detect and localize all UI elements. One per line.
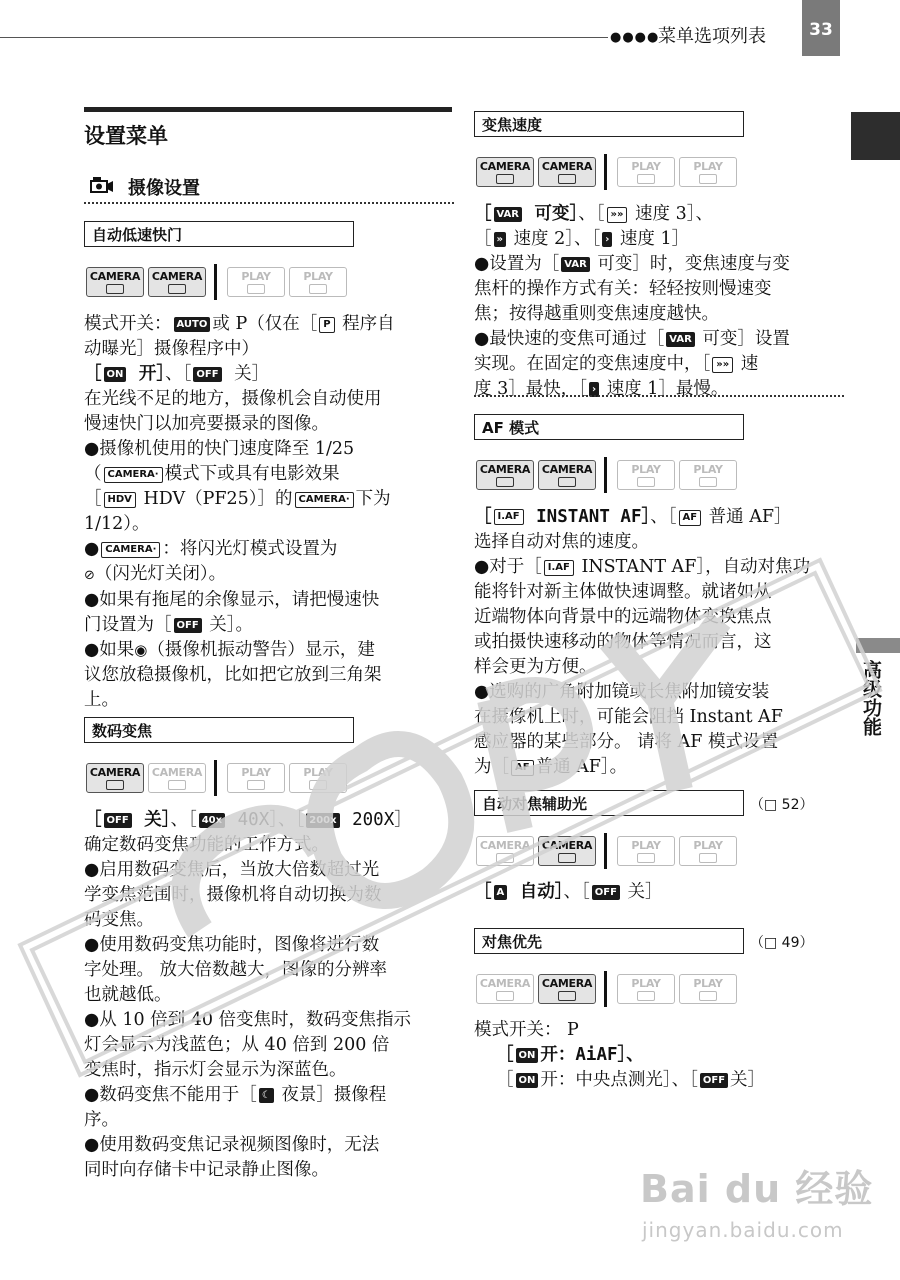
slow-shutter-body: 模式开关： AUTO 或 P（仅在［ P 程序自 动曝光］摄像程序中） ［ ON 开］、［ OFF 关］ 在光线不足的地方，摄像机会自动使用 慢速快门以加亮要摄录的图像。 ●摄像机使用的快门速度降至 1/25 （ CAMERA· 模式下或具有电影效果 ［ HDV HDV（PF25）］的 CAMERA· 下为 1/12）。 ● CAMERA· ：将闪光灯模式设置为 ⊘（闪光灯关闭）。 ●如果有拖尾的余像显示，请把慢速快 门设置为［ OFF 关］。 ●如果◉（摄像机振动警告）显示，建 议您放稳摄像机，比如把它放到三角架 上。: [84, 312, 456, 713]
card-icon: [558, 174, 576, 184]
page-reference: （□ 49）: [750, 935, 814, 951]
text: 或 P（仅在［: [212, 314, 318, 334]
variable-icon: VAR: [666, 332, 695, 347]
text: 议您放稳摄像机，比如把它放到三角架: [84, 665, 382, 685]
page-reference: （□ 52）: [750, 797, 814, 813]
normal-af-icon: AF: [679, 510, 702, 526]
text: 上。: [84, 690, 119, 710]
mode-row-zoom-speed: [476, 154, 741, 190]
text: 、［: [650, 507, 677, 527]
card-icon: [168, 284, 186, 294]
mode-camera-tape: [86, 763, 144, 793]
digital-zoom-body: ［ OFF 关］、［ 40x 40X］、［ 200x 200X］ 确定数码变焦功能的工作方式。 ●启用数码变焦后，当放大倍数超过光 学变焦范围时，摄像机将自动切换为数 码变焦。 ●使用数码变焦功能时，图像将进行数 字处理。 放大倍数越大，图像的分辨率 也就越低。 ●从 10 倍到 40 倍变焦时，数码变焦指示 灯会显示为浅蓝色；从 40 倍到 200 倍 变焦时，指示灯会显示为深蓝色。 ●数码变焦不能用于［ ☾ 夜景］摄像程 序。 ●使用数码变焦记录视频图像时，无法 同时向存储卡中记录静止图像。: [84, 808, 456, 1183]
hdv-icon: HDV: [104, 492, 136, 508]
heading-af-mode: AF 模式: [474, 414, 744, 440]
text: 1/12）。: [84, 514, 150, 534]
text: ●摄像机使用的快门速度降至 1/25: [84, 439, 355, 459]
mode-separator: [604, 833, 607, 869]
text: 在光线不足的地方，摄像机会自动使用: [84, 389, 382, 409]
camera-settings-icon: [90, 176, 114, 194]
speed3-icon: »»: [607, 207, 628, 223]
card-icon: [558, 991, 576, 1001]
mode-switch-text: 模式开关： P: [474, 1020, 579, 1040]
af-assist-body: ［ A 自动］、［ OFF 关］: [474, 882, 663, 902]
section-title: 设置菜单: [84, 124, 168, 148]
option-on-aiaf: 开：AiAF］、: [540, 1045, 644, 1065]
mode-camera-label: CAMERA: [541, 462, 593, 476]
text: 灯会显示为浅蓝色；从 40 倍到 200 倍: [84, 1035, 390, 1055]
section-dotted-rule: [84, 202, 454, 204]
camera-card-icon: CAMERA·: [104, 467, 163, 483]
text: 字处理。 放大倍数越大，图像的分辨率: [84, 960, 388, 980]
mode-play-label: PLAY: [631, 976, 661, 990]
text: ●对于［: [474, 557, 542, 577]
mode-row-digital-zoom: [86, 760, 351, 796]
mode-camera-label: CAMERA: [541, 976, 593, 990]
camera-tape-icon: CAMERA·: [295, 492, 354, 508]
mode-play-tape: [227, 763, 285, 793]
text: 动曝光］摄像程序中）: [84, 339, 259, 359]
text: 焦杆的操作方式有关：轻轻按则慢速变: [474, 279, 772, 299]
text: 程序自: [336, 314, 395, 334]
mode-camera-tape: [476, 157, 534, 187]
mode-play-label: PLAY: [693, 159, 723, 173]
flash-off-icon: ⊘: [84, 568, 95, 583]
tape-icon: [247, 780, 265, 790]
text: （闪光灯关闭）。: [94, 564, 227, 584]
mode-camera-label: CAMERA: [479, 159, 531, 173]
night-scene-icon: ☾: [259, 1088, 274, 1103]
text: 、［: [165, 364, 192, 384]
card-icon: [558, 853, 576, 863]
option-normal-af: 普通 AF］: [703, 507, 792, 527]
tape-icon: [496, 174, 514, 184]
text: 关］。: [203, 615, 253, 635]
off-icon: OFF: [700, 1073, 728, 1088]
text: 在摄像机上时，可能会阻挡 Instant AF: [474, 707, 783, 727]
speed1-icon: ›: [602, 232, 612, 247]
heading-af-assist: 自动对焦辅助光: [474, 790, 744, 816]
mode-play-card: [289, 267, 347, 297]
variable-icon: VAR: [561, 257, 590, 272]
option-instant-af: INSTANT AF］: [525, 507, 651, 527]
mode-camera-label: CAMERA: [89, 765, 141, 779]
mode-row-focus-priority: [476, 971, 741, 1007]
mode-camera-label: CAMERA: [541, 838, 593, 852]
mode-camera-label: CAMERA: [479, 838, 531, 852]
option-speed3: 速度 3］、: [629, 204, 713, 224]
text: 选择自动对焦的速度。: [474, 532, 649, 552]
mode-play-label: PLAY: [693, 462, 723, 476]
mode-separator: [604, 154, 607, 190]
normal-af-icon: AF: [511, 760, 534, 776]
option-200x: 200X］: [341, 810, 412, 830]
section-subtitle: 摄像设置: [128, 178, 200, 199]
tape-icon: [637, 991, 655, 1001]
tape-icon: [496, 991, 514, 1001]
mode-row-slow-shutter: [86, 264, 351, 300]
option-variable: 可变］: [524, 204, 579, 224]
card-icon: [699, 991, 717, 1001]
text: 焦；按得越重则变焦速度越快。: [474, 304, 719, 324]
text: 下为: [355, 489, 391, 509]
text: ［: [84, 489, 102, 509]
text: 确定数码变焦功能的工作方式。: [84, 835, 329, 855]
card-icon: [699, 174, 717, 184]
option-on: 开］: [128, 364, 166, 384]
text: ：将闪光灯模式设置为: [162, 539, 338, 559]
mode-play-card: [679, 974, 737, 1004]
option-off: 关］: [223, 364, 270, 384]
card-icon: [558, 477, 576, 487]
mode-play-label: PLAY: [631, 462, 661, 476]
option-40x: 40X］: [227, 810, 278, 830]
af-mode-body: ［ I.AF INSTANT AF］、［ AF 普通 AF］ 选择自动对焦的速度。 ●对于［ I.AF INSTANT AF］，自动对焦功 能将针对新主体做快速调整。就诸如从 近端物体向背景中的远端物体变换焦点 或拍摄快速移动的物体等情况而言，这 样会更为方便。 ●选购的广角附加镜或长焦附加镜安装 在摄像机上时，可能会阻挡 Instant AF 感应器的某些部分。 请将 AF 模式设置 为［ AF 普通 AF］。: [474, 505, 846, 780]
mode-camera-card: [538, 974, 596, 1004]
header-title: 菜单选项列表: [658, 26, 766, 47]
mode-play-label: PLAY: [303, 765, 333, 779]
tape-icon: [637, 853, 655, 863]
text: ●从 10 倍到 40 倍变焦时，数码变焦指示: [84, 1010, 412, 1030]
mode-play-card: [679, 460, 737, 490]
off-icon: OFF: [193, 367, 221, 382]
text: 实现。在固定的变焦速度中，［: [474, 354, 711, 374]
speed2-icon: »: [494, 232, 506, 247]
text: ●启用数码变焦后，当放大倍数超过光: [84, 860, 380, 880]
text: 变焦时，指示灯会显示为深蓝色。: [84, 1060, 347, 1080]
text: 、［: [278, 810, 305, 830]
text: 普通 AF］。: [535, 757, 628, 777]
tape-icon: [496, 477, 514, 487]
section-bar: [84, 107, 452, 112]
instant-af-icon: I.AF: [544, 560, 574, 576]
text: ［: [496, 1070, 514, 1090]
mode-play-card: [289, 763, 347, 793]
mode-camera-card: [148, 267, 206, 297]
text: 近端物体向背景中的远端物体变换焦点: [474, 607, 772, 627]
text: ●选购的广角附加镜或长焦附加镜安装: [474, 682, 770, 702]
option-off: 关］: [730, 1070, 766, 1090]
tape-icon: [496, 853, 514, 863]
mode-play-card: [679, 836, 737, 866]
text: 为［: [474, 757, 509, 777]
text: ［: [496, 1045, 514, 1065]
mode-camera-label: CAMERA: [479, 976, 531, 990]
chapter-tab-black: [851, 112, 900, 160]
mode-camera-label: CAMERA: [479, 462, 531, 476]
tape-icon: [247, 284, 265, 294]
zoom-speed-dotted-rule: [474, 395, 844, 397]
text: 也就越低。: [84, 985, 172, 1005]
program-ae-icon: P: [319, 317, 334, 333]
tape-icon: [637, 477, 655, 487]
camera-shake-icon: ◉: [134, 641, 148, 659]
mode-separator: [214, 264, 217, 300]
off-icon: OFF: [104, 813, 132, 828]
baidu-watermark: [640, 1158, 874, 1242]
auto-a-icon: A: [494, 885, 508, 900]
mode-camera-tape: [476, 974, 534, 1004]
mode-play-tape: [617, 460, 675, 490]
zoom-200x-icon: 200x: [306, 813, 339, 828]
text: 序。: [84, 1110, 119, 1130]
text: 学变焦范围时，摄像机将自动切换为数: [84, 885, 382, 905]
option-auto: 自动］: [509, 882, 564, 902]
zoom-speed-body: ［ VAR 可变］、［ »» 速度 3］、 ［ » 速度 2］、［ › 速度 1］ ●设置为［ VAR 可变］时，变焦速度与变 焦杆的操作方式有关：轻轻按则慢速变 焦；按得越重则变焦速度越快。 ●最快速的变焦可通过［ VAR 可变］设置 实现。在固定的变焦速度中，［ »» 速 度 3］最快，［ › 速度 1］最慢。: [474, 202, 846, 402]
heading-focus-priority: 对焦优先: [474, 928, 744, 954]
heading-zoom-speed: 变焦速度: [474, 111, 744, 137]
text: 、［: [170, 810, 197, 830]
mode-play-tape: [617, 974, 675, 1004]
on-icon: ON: [104, 367, 127, 382]
camera-card-icon: CAMERA·: [101, 542, 160, 558]
side-tab-label: 高级功能: [860, 660, 882, 736]
text: ●最快速的变焦可通过［: [474, 329, 665, 349]
speed1-icon: ›: [589, 382, 599, 397]
heading-slow-shutter: 自动低速快门: [84, 221, 354, 247]
mode-play-label: PLAY: [693, 838, 723, 852]
mode-camera-label: CAMERA: [151, 269, 203, 283]
mode-camera-card: [538, 836, 596, 866]
text: 模式开关：: [84, 314, 172, 334]
mode-play-tape: [617, 157, 675, 187]
mode-play-label: PLAY: [631, 838, 661, 852]
text: ●使用数码变焦功能时，图像将进行数: [84, 935, 380, 955]
card-icon: [699, 477, 717, 487]
option-off: 关］: [133, 810, 171, 830]
text: ●如果: [84, 640, 135, 660]
zoom-40x-icon: 40x: [199, 813, 225, 828]
text: （: [84, 464, 102, 484]
variable-icon: VAR: [494, 207, 523, 222]
page-number: 33: [802, 0, 840, 56]
text: 样会更为方便。: [474, 657, 597, 677]
text: 夜景］摄像程: [275, 1085, 387, 1105]
mode-play-label: PLAY: [241, 765, 271, 779]
card-icon: [168, 780, 186, 790]
baidu-logo-text: Bai du 经验: [640, 1167, 874, 1211]
text: 、［: [563, 882, 590, 902]
tape-icon: [106, 780, 124, 790]
text: HDV（PF25）］的: [137, 489, 293, 509]
auto-icon: AUTO: [174, 317, 211, 332]
text: （摄像机振动警告）显示，建: [147, 640, 375, 660]
option-speed1: 速度 1］: [614, 229, 690, 249]
focus-priority-body: [474, 1018, 846, 1093]
text: 同时向存储卡中记录静止图像。: [84, 1160, 329, 1180]
text: 感应器的某些部分。 请将 AF 模式设置: [474, 732, 778, 752]
header-rule: [0, 37, 608, 38]
option-on-center: 开：中央点测光］、［: [540, 1070, 698, 1090]
mode-camera-tape: [476, 460, 534, 490]
instant-af-icon: I.AF: [494, 509, 524, 525]
mode-camera-card: [538, 460, 596, 490]
text: 度 3］最快，［: [474, 379, 587, 399]
mode-separator: [604, 971, 607, 1007]
mode-camera-tape: [86, 267, 144, 297]
option-speed2: 速度 2］: [507, 229, 574, 249]
text: 模式下或具有电影效果: [164, 464, 340, 484]
text: ●数码变焦不能用于［: [84, 1085, 257, 1105]
on-icon: ON: [516, 1073, 539, 1088]
text: 、［: [578, 204, 605, 224]
mode-play-label: PLAY: [693, 976, 723, 990]
tape-icon: [637, 174, 655, 184]
on-icon: ON: [516, 1048, 539, 1063]
text: ●设置为［: [474, 254, 560, 274]
mode-separator: [214, 760, 217, 796]
text: 能将针对新主体做快速调整。就诸如从: [474, 582, 772, 602]
heading-digital-zoom: 数码变焦: [84, 717, 354, 743]
off-icon: OFF: [174, 618, 202, 633]
card-icon: [699, 853, 717, 863]
mode-camera-label: CAMERA: [151, 765, 203, 779]
mode-camera-card: [148, 763, 206, 793]
mode-separator: [604, 457, 607, 493]
text: ●使用数码变焦记录视频图像时，无法: [84, 1135, 380, 1155]
mode-camera-tape: [476, 836, 534, 866]
speed3-icon: »»: [712, 357, 733, 373]
text: ［: [474, 229, 492, 249]
mode-row-af-mode: [476, 457, 741, 493]
mode-play-label: PLAY: [303, 269, 333, 283]
option-off: 关］: [621, 882, 663, 902]
text: 慢速快门以加亮要摄录的图像。: [84, 414, 329, 434]
text: 速度 1］最慢。: [601, 379, 729, 399]
tape-icon: [106, 284, 124, 294]
card-icon: [309, 284, 327, 294]
text: INSTANT AF］，自动对焦功: [575, 557, 811, 577]
text: 可变］时，变焦速度与变: [591, 254, 790, 274]
card-icon: [309, 780, 327, 790]
mode-camera-label: CAMERA: [541, 159, 593, 173]
text: 、［: [573, 229, 601, 249]
mode-camera-label: CAMERA: [89, 269, 141, 283]
mode-play-label: PLAY: [241, 269, 271, 283]
mode-play-tape: [227, 267, 285, 297]
mode-play-card: [679, 157, 737, 187]
baidu-url: jingyan.baidu.com: [642, 1218, 844, 1242]
text: 门设置为［: [84, 615, 172, 635]
header-dots: ●●●●: [610, 30, 660, 45]
mode-play-tape: [617, 836, 675, 866]
text: 或拍摄快速移动的物体等情况而言，这: [474, 632, 772, 652]
text: 速: [735, 354, 759, 374]
mode-play-label: PLAY: [631, 159, 661, 173]
text: ●如果有拖尾的余像显示，请把慢速快: [84, 590, 380, 610]
mode-row-af-assist: [476, 833, 741, 869]
off-icon: OFF: [592, 885, 620, 900]
chapter-tab-grey: [856, 638, 900, 653]
text: 码变焦。: [84, 910, 154, 930]
text: 可变］设置: [696, 329, 790, 349]
mode-camera-card: [538, 157, 596, 187]
